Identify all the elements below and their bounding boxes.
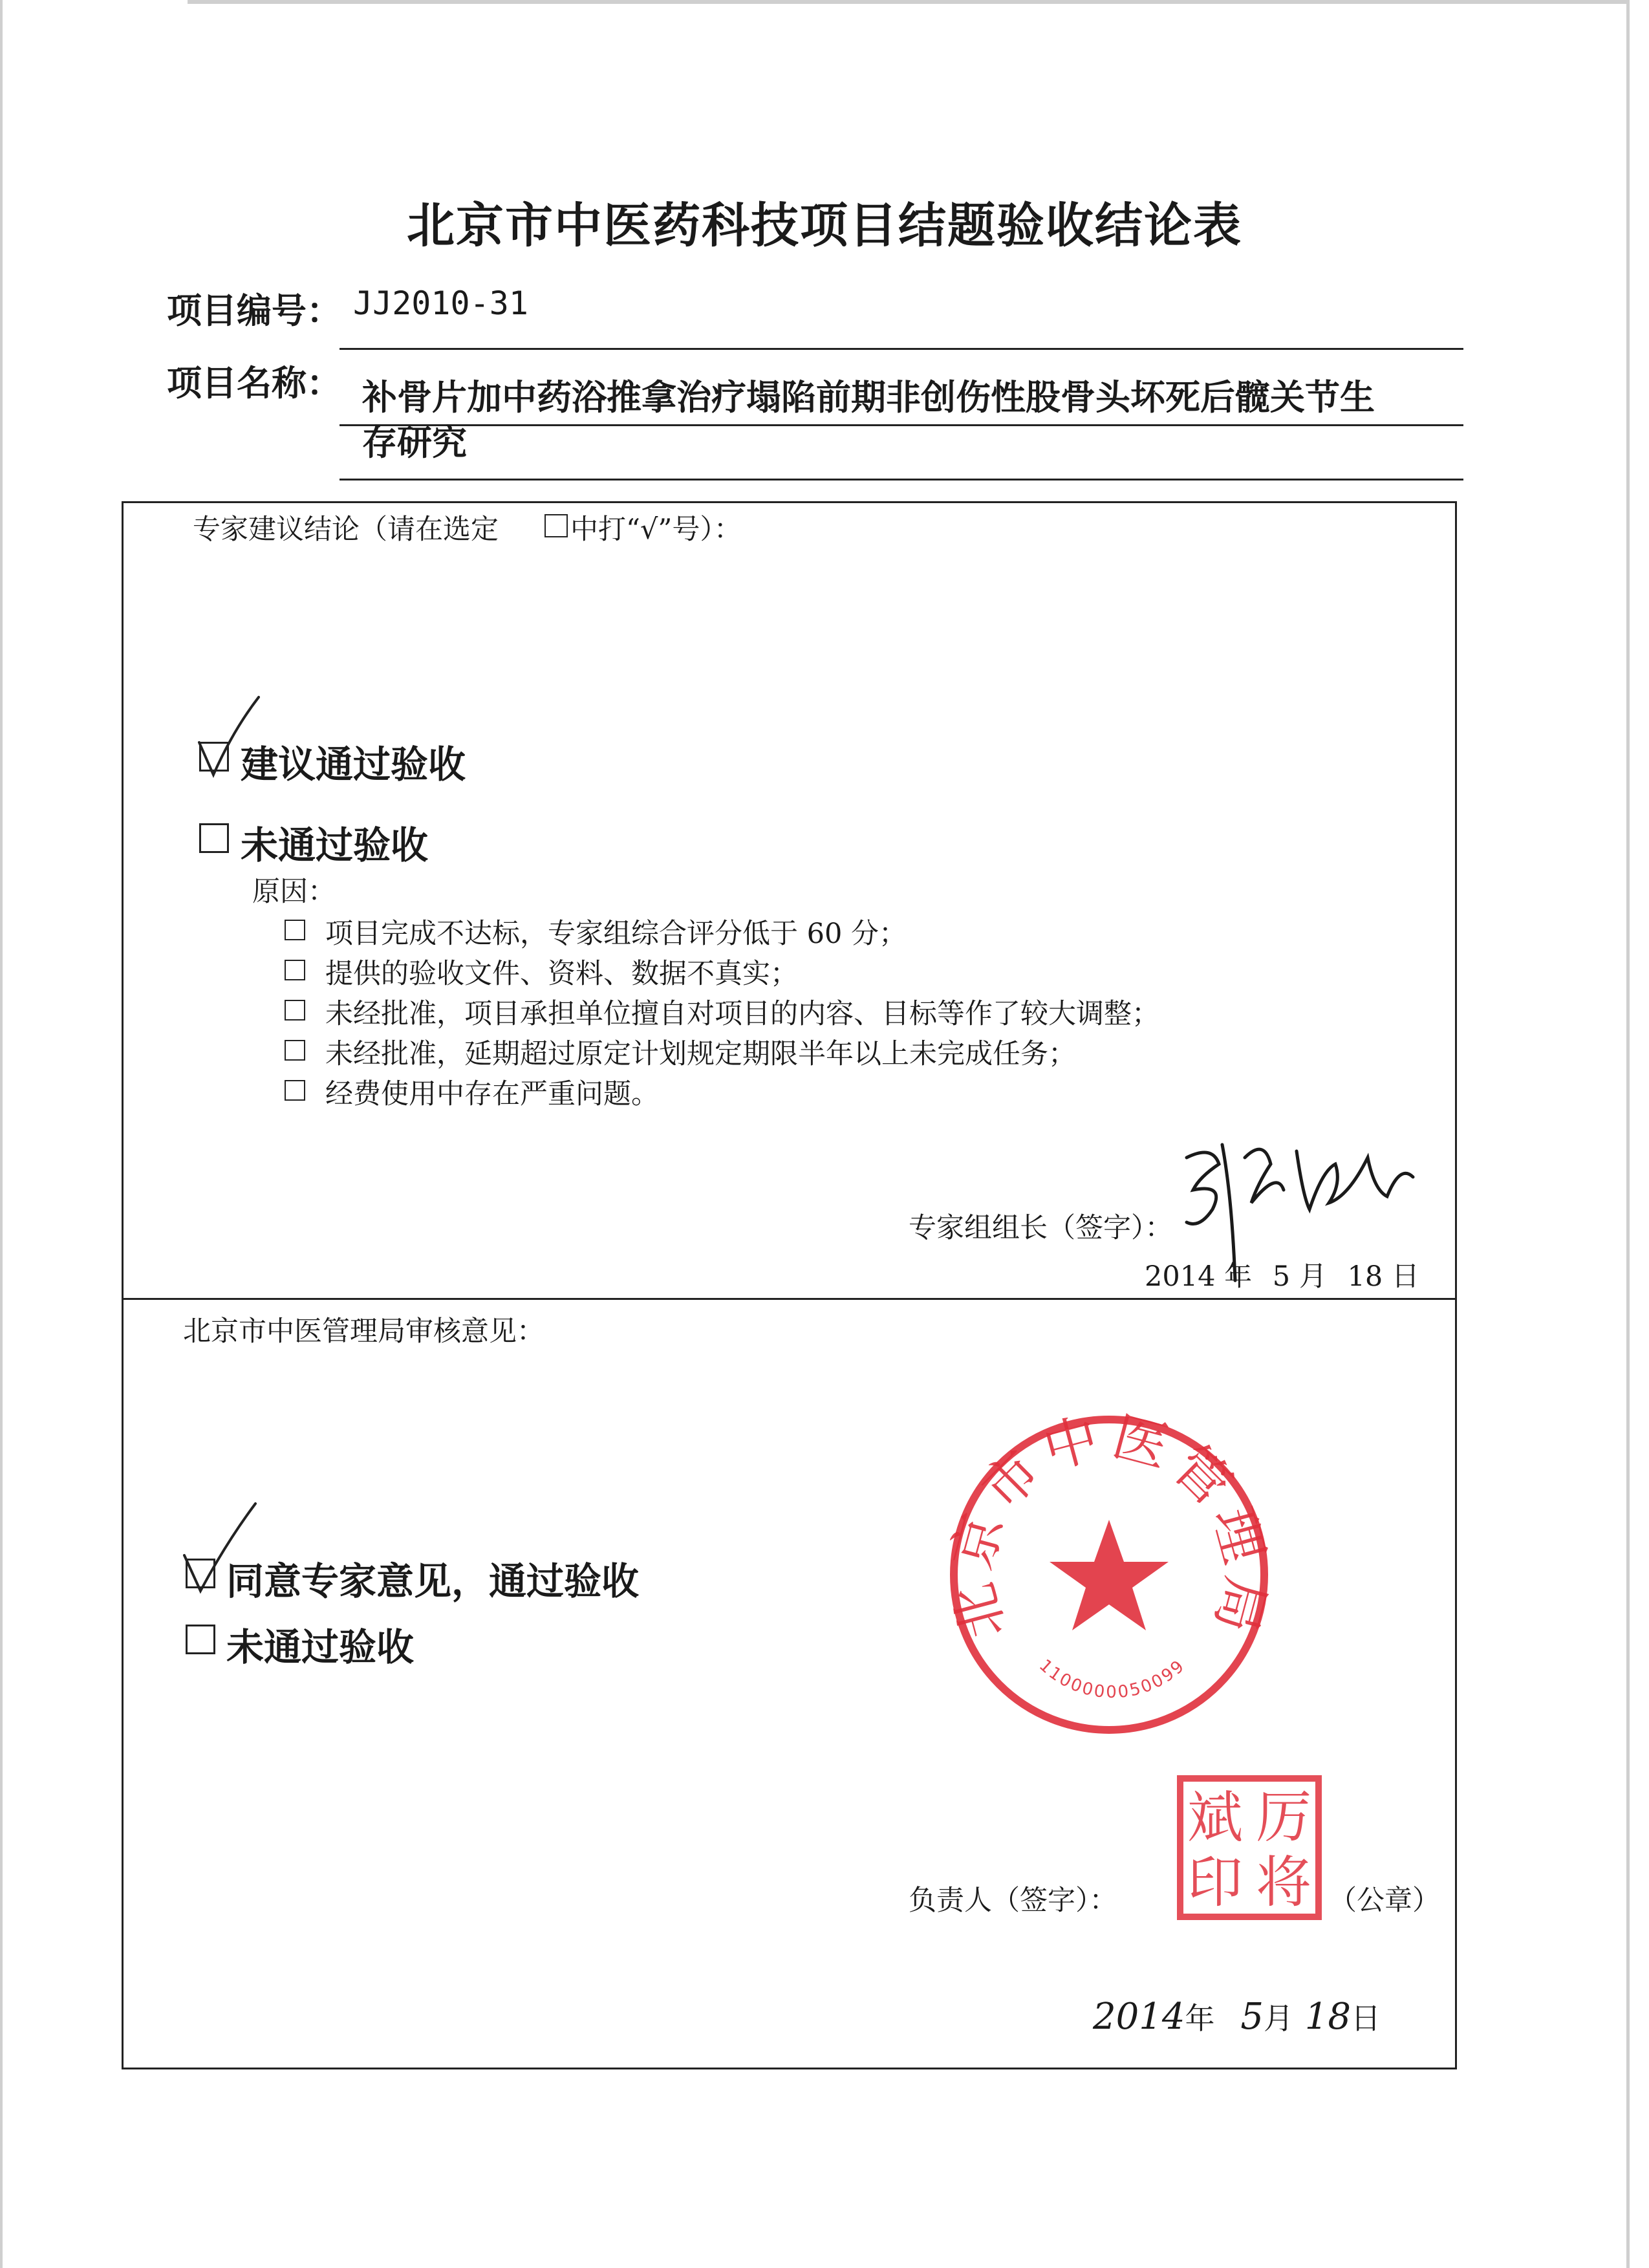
project-number-label: 项目编号： (167, 290, 341, 331)
scan-edge-left (0, 0, 3, 2268)
bureau-date-month: 5 (1240, 1996, 1264, 2038)
bureau-signer-label: 负责人（签字）： (909, 1885, 1117, 1917)
personal-seal-char-1: 厉 (1256, 1786, 1311, 1850)
expert-section-heading-tail: 中打“√”号）： (570, 513, 742, 546)
bureau-date-day: 18 (1304, 1996, 1352, 2038)
expert-section-heading: 专家建议结论（请在选定 (193, 513, 499, 546)
reason-checkbox-1[interactable] (285, 920, 305, 940)
personal-seal-icon (1175, 1773, 1324, 1922)
project-name-underline-top (339, 348, 1463, 350)
expert-date-month-unit: 月 (1299, 1260, 1327, 1293)
reason-label: 原因： (252, 876, 336, 908)
reason-item-5: 经费使用中存在严重问题。 (325, 1078, 659, 1110)
expert-date-month: 5 (1272, 1260, 1291, 1293)
expert-reject-checkbox[interactable] (199, 823, 229, 853)
bureau-reject-checkbox[interactable] (186, 1625, 215, 1654)
personal-seal-char-2: 将 (1256, 1850, 1311, 1915)
project-name-label: 项目名称： (167, 362, 341, 404)
expert-date-year-unit: 年 (1224, 1260, 1253, 1293)
reason-item-3: 未经批准，项目承担单位擅自对项目的内容、目标等作了较大调整； (325, 998, 1159, 1030)
project-name-underline-2 (339, 479, 1463, 481)
bureau-date-month-unit: 月 (1263, 2001, 1293, 2036)
project-name-line2: 存研究 (362, 422, 467, 463)
expert-approve-label: 建议通过验收 (241, 742, 466, 786)
bureau-reject-label: 未通过验收 (226, 1625, 415, 1669)
bureau-date (1093, 1995, 1381, 2038)
reason-item-4: 未经批准，延期超过原定计划规定期限半年以上未完成任务； (325, 1038, 1076, 1070)
project-name-underline-1 (339, 424, 1463, 426)
project-number-value: JJ2010-31 (353, 285, 528, 322)
reason-checkbox-4[interactable] (285, 1040, 305, 1061)
bureau-date-year-unit: 年 (1185, 2001, 1215, 2036)
bureau-approve-label: 同意专家意见，通过验收 (226, 1559, 640, 1603)
expert-date-day-unit: 日 (1391, 1260, 1419, 1293)
bureau-date-year: 2014 (1093, 1996, 1185, 2038)
bureau-date-day-unit: 日 (1351, 2001, 1381, 2036)
personal-seal-char-3: 斌 (1187, 1786, 1243, 1850)
expert-date-year: 2014 (1145, 1260, 1216, 1293)
expert-date (1145, 1255, 1419, 1294)
reason-item-1: 项目完成不达标，专家组综合评分低于 60 分； (325, 918, 907, 950)
personal-seal-char-4: 印 (1187, 1850, 1243, 1915)
official-seal-label: （公章） (1329, 1885, 1440, 1917)
svg-text:1100000050099 (1035, 1656, 1189, 1702)
reason-checkbox-2[interactable] (285, 960, 305, 980)
scan-edge-right (1626, 0, 1630, 2268)
reason-checkbox-3[interactable] (285, 1000, 305, 1021)
scan-edge-top (188, 0, 1630, 4)
official-seal-text: 北京市中医管理局 (940, 1404, 1278, 1646)
expert-signer-label: 专家组组长（签字）： (909, 1212, 1173, 1244)
official-seal-number: 1100000050099 (1035, 1656, 1190, 1703)
heading-checkbox-icon (544, 514, 568, 537)
expert-reject-label: 未通过验收 (241, 823, 429, 867)
document-title: 北京市中医药科技项目结题验收结论表 (407, 198, 1242, 254)
official-seal-icon (940, 1404, 1278, 1743)
project-name-line1: 补骨片加中药浴推拿治疗塌陷前期非创伤性股骨头坏死后髋关节生 (362, 376, 1375, 418)
bureau-section-heading: 北京市中医管理局审核意见： (183, 1315, 544, 1348)
expert-date-day: 18 (1347, 1260, 1383, 1293)
reason-checkbox-5[interactable] (285, 1080, 305, 1101)
reason-item-2: 提供的验收文件、资料、数据不真实； (325, 958, 798, 990)
